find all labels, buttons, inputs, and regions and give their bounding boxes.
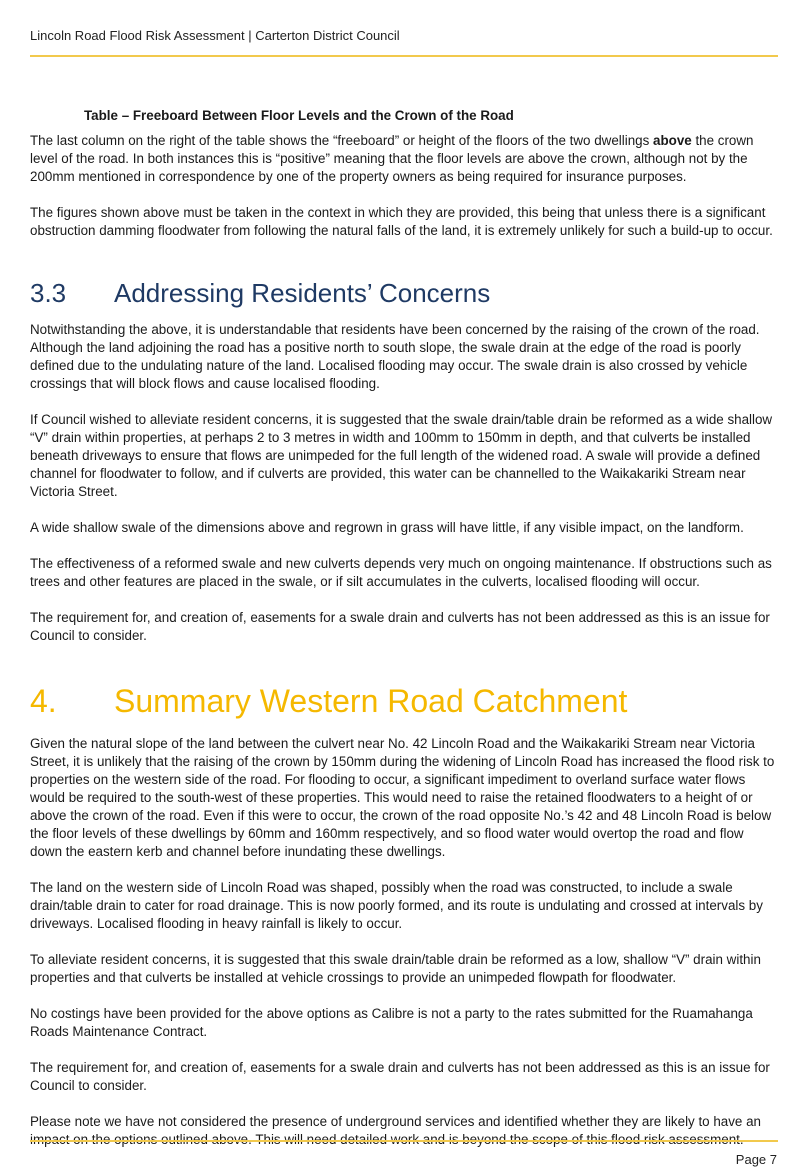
document-header: Lincoln Road Flood Risk Assessment | Carterton District Council xyxy=(30,28,400,43)
section-3-3-paragraph: The requirement for, and creation of, easements for a swale drain and culverts has not been addressed as this is an issue for Council to consider. xyxy=(30,610,770,643)
section-3-3-paragraph: The effectiveness of a reformed swale and new culverts depends very much on ongoing maintenance. If obstructions such as trees and other features are placed in the swale, or if silt accumulates in the culverts, localised flooding will occur. xyxy=(30,556,772,589)
section-4-heading xyxy=(30,681,778,721)
section-3-3-paragraph: A wide shallow swale of the dimensions above and regrown in grass will have little, if any visible impact, on the landform. xyxy=(30,520,744,535)
section-title: Summary Western Road Catchment xyxy=(114,683,628,719)
intro-text-end: the crown level of the road. In both instances this is “positive” meaning that the floor levels are above the crown, although not by the 200mm mentioned in correspondence by one of the property owners as being required for insurance purposes. xyxy=(30,133,754,184)
intro-paragraph-1 xyxy=(30,132,778,186)
intro-text-start: The last column on the right of the table shows the “freeboard” or height of the floors of the two dwellings xyxy=(30,133,654,148)
section-4-paragraph: The land on the western side of Lincoln Road was shaped, possibly when the road was constructed, to include a swale drain/table drain to cater for road drainage. This is now poorly formed, and its route is undulating and crossed at intervals by driveways. Localised flooding in heavy rainfall is likely to occur. xyxy=(30,880,763,931)
section-title: Addressing Residents’ Concerns xyxy=(114,278,491,308)
section-4-paragraph: To alleviate resident concerns, it is suggested that this swale drain/table drain be reformed as a low, shallow “V” drain within properties and that culverts be installed at vehicle crossings to provide an unimpeded flowpath for floodwater. xyxy=(30,952,761,985)
section-4-paragraph: Given the natural slope of the land between the culvert near No. 42 Lincoln Road and the Waikakariki Stream near Victoria Street, it is unlikely that the raising of the crown by 150mm during the widening of Lincoln Road has increased the flood risk to properties on the western side of the road. For flooding to occur, a significant impediment to overland surface water flows would be required to the south-west of these properties. This would need to raise the retained floodwaters to a height of or above the crown of the road. Even if this were to occur, the crown of the road opposite No.’s 42 and 48 Lincoln Road is below the floor levels of these dwellings by 60mm and 160mm respectively, and so flood water would overtop the road and flow down the eastern kerb and channel before inundating these dwellings. xyxy=(30,736,775,859)
section-number: 3.3 xyxy=(30,278,67,308)
page-content xyxy=(30,107,778,1149)
section-3-3-paragraph: If Council wished to alleviate resident concerns, it is suggested that the swale drain/table drain be reformed as a wide shallow “V” drain within properties, at perhaps 2 to 3 metres in width and 100mm to 150mm in depth, and that culverts be installed beneath driveways to ensure that flows are unimpeded for the full length of the widened road. A swale will provide a defined channel for floodwater to follow, and if culverts are provided, this water can be channelled to the Waikakariki Stream near Victoria Street. xyxy=(30,412,773,499)
section-3-3-heading xyxy=(30,276,778,310)
footer-rule xyxy=(30,1140,778,1142)
intro-paragraph-2: The figures shown above must be taken in the context in which they are provided, this being that unless there is a significant obstruction damming floodwater from following the natural falls of the land, it is extremely unlikely for such a build-up to occur. xyxy=(30,205,773,238)
section-4-paragraph: The requirement for, and creation of, easements for a swale drain and culverts has not been addressed as this is an issue for Council to consider. xyxy=(30,1060,770,1093)
section-number: 4. xyxy=(30,683,57,719)
section-4-paragraph: Please note we have not considered the presence of underground services and identified whether they are likely to have an xyxy=(30,1114,761,1129)
section-4-paragraph: No costings have been provided for the above options as Calibre is not a party to the rates submitted for the Ruamahanga Roads Maintenance Contract. xyxy=(30,1006,753,1039)
section-3-3-paragraph: Notwithstanding the above, it is understandable that residents have been concerned by the raising of the crown of the road. Although the land adjoining the road has a positive north to south slope, the swale drain at the edge of the road is poorly defined due to the undulating nature of the land. Localised flooding may occur. The swale drain is also crossed by vehicle crossings that will block flows and cause localised flooding. xyxy=(30,322,760,391)
page-number: Page 7 xyxy=(735,1152,777,1167)
intro-bold-word: above xyxy=(653,133,692,148)
table-caption: Table – Freeboard Between Floor Levels and the Crown of the Road xyxy=(84,108,514,123)
header-rule xyxy=(30,55,778,57)
